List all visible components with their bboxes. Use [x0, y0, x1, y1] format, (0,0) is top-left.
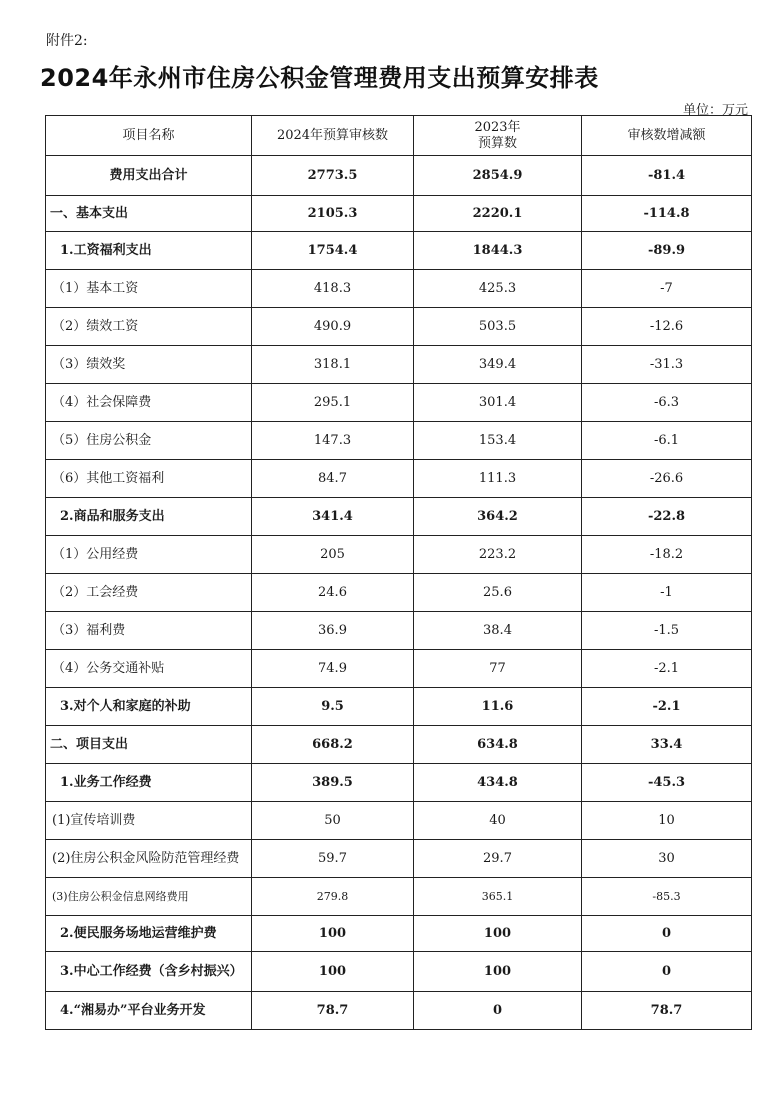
table-row	[46, 802, 752, 840]
header-item-name: 项目名称	[46, 116, 252, 156]
table-row	[46, 916, 752, 952]
row-2024-budget: 36.9	[252, 612, 414, 650]
row-item-name: （2）工会经费	[46, 574, 252, 612]
row-2023-budget: 111.3	[414, 460, 582, 498]
row-2024-budget: 74.9	[252, 650, 414, 688]
row-item-name: 二、项目支出	[46, 726, 252, 764]
row-2023-budget: 2220.1	[414, 196, 582, 232]
row-change: 78.7	[582, 992, 752, 1030]
row-2024-budget: 668.2	[252, 726, 414, 764]
table-row	[46, 952, 752, 992]
row-2023-budget: 153.4	[414, 422, 582, 460]
table-row	[46, 726, 752, 764]
row-item-name: （4）社会保障费	[46, 384, 252, 422]
row-2024-budget: 78.7	[252, 992, 414, 1030]
row-2023-budget: 11.6	[414, 688, 582, 726]
row-2023-budget: 365.1	[414, 878, 582, 916]
row-change: -22.8	[582, 498, 752, 536]
budget-table	[45, 115, 752, 1030]
table-row	[46, 384, 752, 422]
row-2023-budget: 2854.9	[414, 156, 582, 196]
row-item-name: （2）绩效工资	[46, 308, 252, 346]
row-item-name: 费用支出合计	[46, 156, 252, 196]
row-2023-budget: 77	[414, 650, 582, 688]
row-item-name: (3)住房公积金信息网络费用	[46, 878, 252, 916]
row-change: -31.3	[582, 346, 752, 384]
table-row	[46, 574, 752, 612]
row-change: -2.1	[582, 650, 752, 688]
row-change: -1	[582, 574, 752, 612]
row-item-name: (2)住房公积金风险防范管理经费	[46, 840, 252, 878]
row-2024-budget: 24.6	[252, 574, 414, 612]
row-change: -45.3	[582, 764, 752, 802]
row-item-name: （1）公用经费	[46, 536, 252, 574]
row-2023-budget: 25.6	[414, 574, 582, 612]
row-2023-budget: 634.8	[414, 726, 582, 764]
row-2024-budget: 100	[252, 952, 414, 992]
row-change: -26.6	[582, 460, 752, 498]
row-2023-budget: 29.7	[414, 840, 582, 878]
header-row	[46, 116, 752, 156]
row-2024-budget: 205	[252, 536, 414, 574]
row-item-name: （1）基本工资	[46, 270, 252, 308]
table-row	[46, 612, 752, 650]
table-row	[46, 422, 752, 460]
attachment-label: 附件2:	[46, 33, 88, 49]
table-row	[46, 688, 752, 726]
row-item-name: 2.便民服务场地运营维护费	[46, 916, 252, 952]
table-row	[46, 460, 752, 498]
row-change: 33.4	[582, 726, 752, 764]
row-2023-budget: 434.8	[414, 764, 582, 802]
row-2024-budget: 84.7	[252, 460, 414, 498]
row-2024-budget: 341.4	[252, 498, 414, 536]
table-row	[46, 536, 752, 574]
row-item-name: （5）住房公积金	[46, 422, 252, 460]
table-row	[46, 270, 752, 308]
row-item-name: 1.业务工作经费	[46, 764, 252, 802]
row-change: -1.5	[582, 612, 752, 650]
row-2023-budget: 425.3	[414, 270, 582, 308]
row-change: -7	[582, 270, 752, 308]
row-change: -89.9	[582, 232, 752, 270]
row-2024-budget: 295.1	[252, 384, 414, 422]
table-row	[46, 650, 752, 688]
row-item-name: （3）福利费	[46, 612, 252, 650]
row-change: 0	[582, 916, 752, 952]
table-row	[46, 764, 752, 802]
row-2024-budget: 50	[252, 802, 414, 840]
row-2024-budget: 2773.5	[252, 156, 414, 196]
page-title: 2024年永州市住房公积金管理费用支出预算安排表	[40, 64, 599, 92]
row-change: -18.2	[582, 536, 752, 574]
row-2024-budget: 147.3	[252, 422, 414, 460]
row-2024-budget: 279.8	[252, 878, 414, 916]
row-change: 0	[582, 952, 752, 992]
table-row	[46, 840, 752, 878]
row-item-name: 一、基本支出	[46, 196, 252, 232]
row-change: -12.6	[582, 308, 752, 346]
row-2023-budget: 0	[414, 992, 582, 1030]
row-item-name: 3.对个人和家庭的补助	[46, 688, 252, 726]
table-row	[46, 196, 752, 232]
row-2023-budget: 100	[414, 916, 582, 952]
row-item-name: 1.工资福利支出	[46, 232, 252, 270]
row-2023-budget: 301.4	[414, 384, 582, 422]
row-2024-budget: 59.7	[252, 840, 414, 878]
row-item-name: （4）公务交通补贴	[46, 650, 252, 688]
row-change: -6.1	[582, 422, 752, 460]
table-row	[46, 346, 752, 384]
header-2024-budget: 2024年预算审核数	[252, 116, 414, 156]
header-change: 审核数增减额	[582, 116, 752, 156]
row-2023-budget: 1844.3	[414, 232, 582, 270]
row-2024-budget: 9.5	[252, 688, 414, 726]
row-2023-budget: 503.5	[414, 308, 582, 346]
row-2024-budget: 490.9	[252, 308, 414, 346]
row-item-name: 3.中心工作经费（含乡村振兴）	[46, 952, 252, 992]
table-row	[46, 308, 752, 346]
row-2024-budget: 1754.4	[252, 232, 414, 270]
row-2024-budget: 389.5	[252, 764, 414, 802]
row-2023-budget: 38.4	[414, 612, 582, 650]
unit-label: 单位：万元	[682, 103, 748, 118]
row-change: -114.8	[582, 196, 752, 232]
row-item-name: （6）其他工资福利	[46, 460, 252, 498]
table-row	[46, 878, 752, 916]
row-2023-budget: 40	[414, 802, 582, 840]
table-row	[46, 232, 752, 270]
table-row	[46, 498, 752, 536]
row-change: -85.3	[582, 878, 752, 916]
row-item-name: 4.“湘易办”平台业务开发	[46, 992, 252, 1030]
row-2023-budget: 349.4	[414, 346, 582, 384]
row-2023-budget: 100	[414, 952, 582, 992]
row-change: -6.3	[582, 384, 752, 422]
row-2024-budget: 100	[252, 916, 414, 952]
row-item-name: (1)宣传培训费	[46, 802, 252, 840]
row-change: 10	[582, 802, 752, 840]
row-2024-budget: 2105.3	[252, 196, 414, 232]
table-row	[46, 156, 752, 196]
table-row	[46, 992, 752, 1030]
row-change: -81.4	[582, 156, 752, 196]
row-2024-budget: 318.1	[252, 346, 414, 384]
row-2023-budget: 364.2	[414, 498, 582, 536]
row-change: -2.1	[582, 688, 752, 726]
row-change: 30	[582, 840, 752, 878]
header-2023-budget: 2023年 预算数	[414, 116, 582, 156]
row-item-name: 2.商品和服务支出	[46, 498, 252, 536]
row-item-name: （3）绩效奖	[46, 346, 252, 384]
row-2023-budget: 223.2	[414, 536, 582, 574]
row-2024-budget: 418.3	[252, 270, 414, 308]
